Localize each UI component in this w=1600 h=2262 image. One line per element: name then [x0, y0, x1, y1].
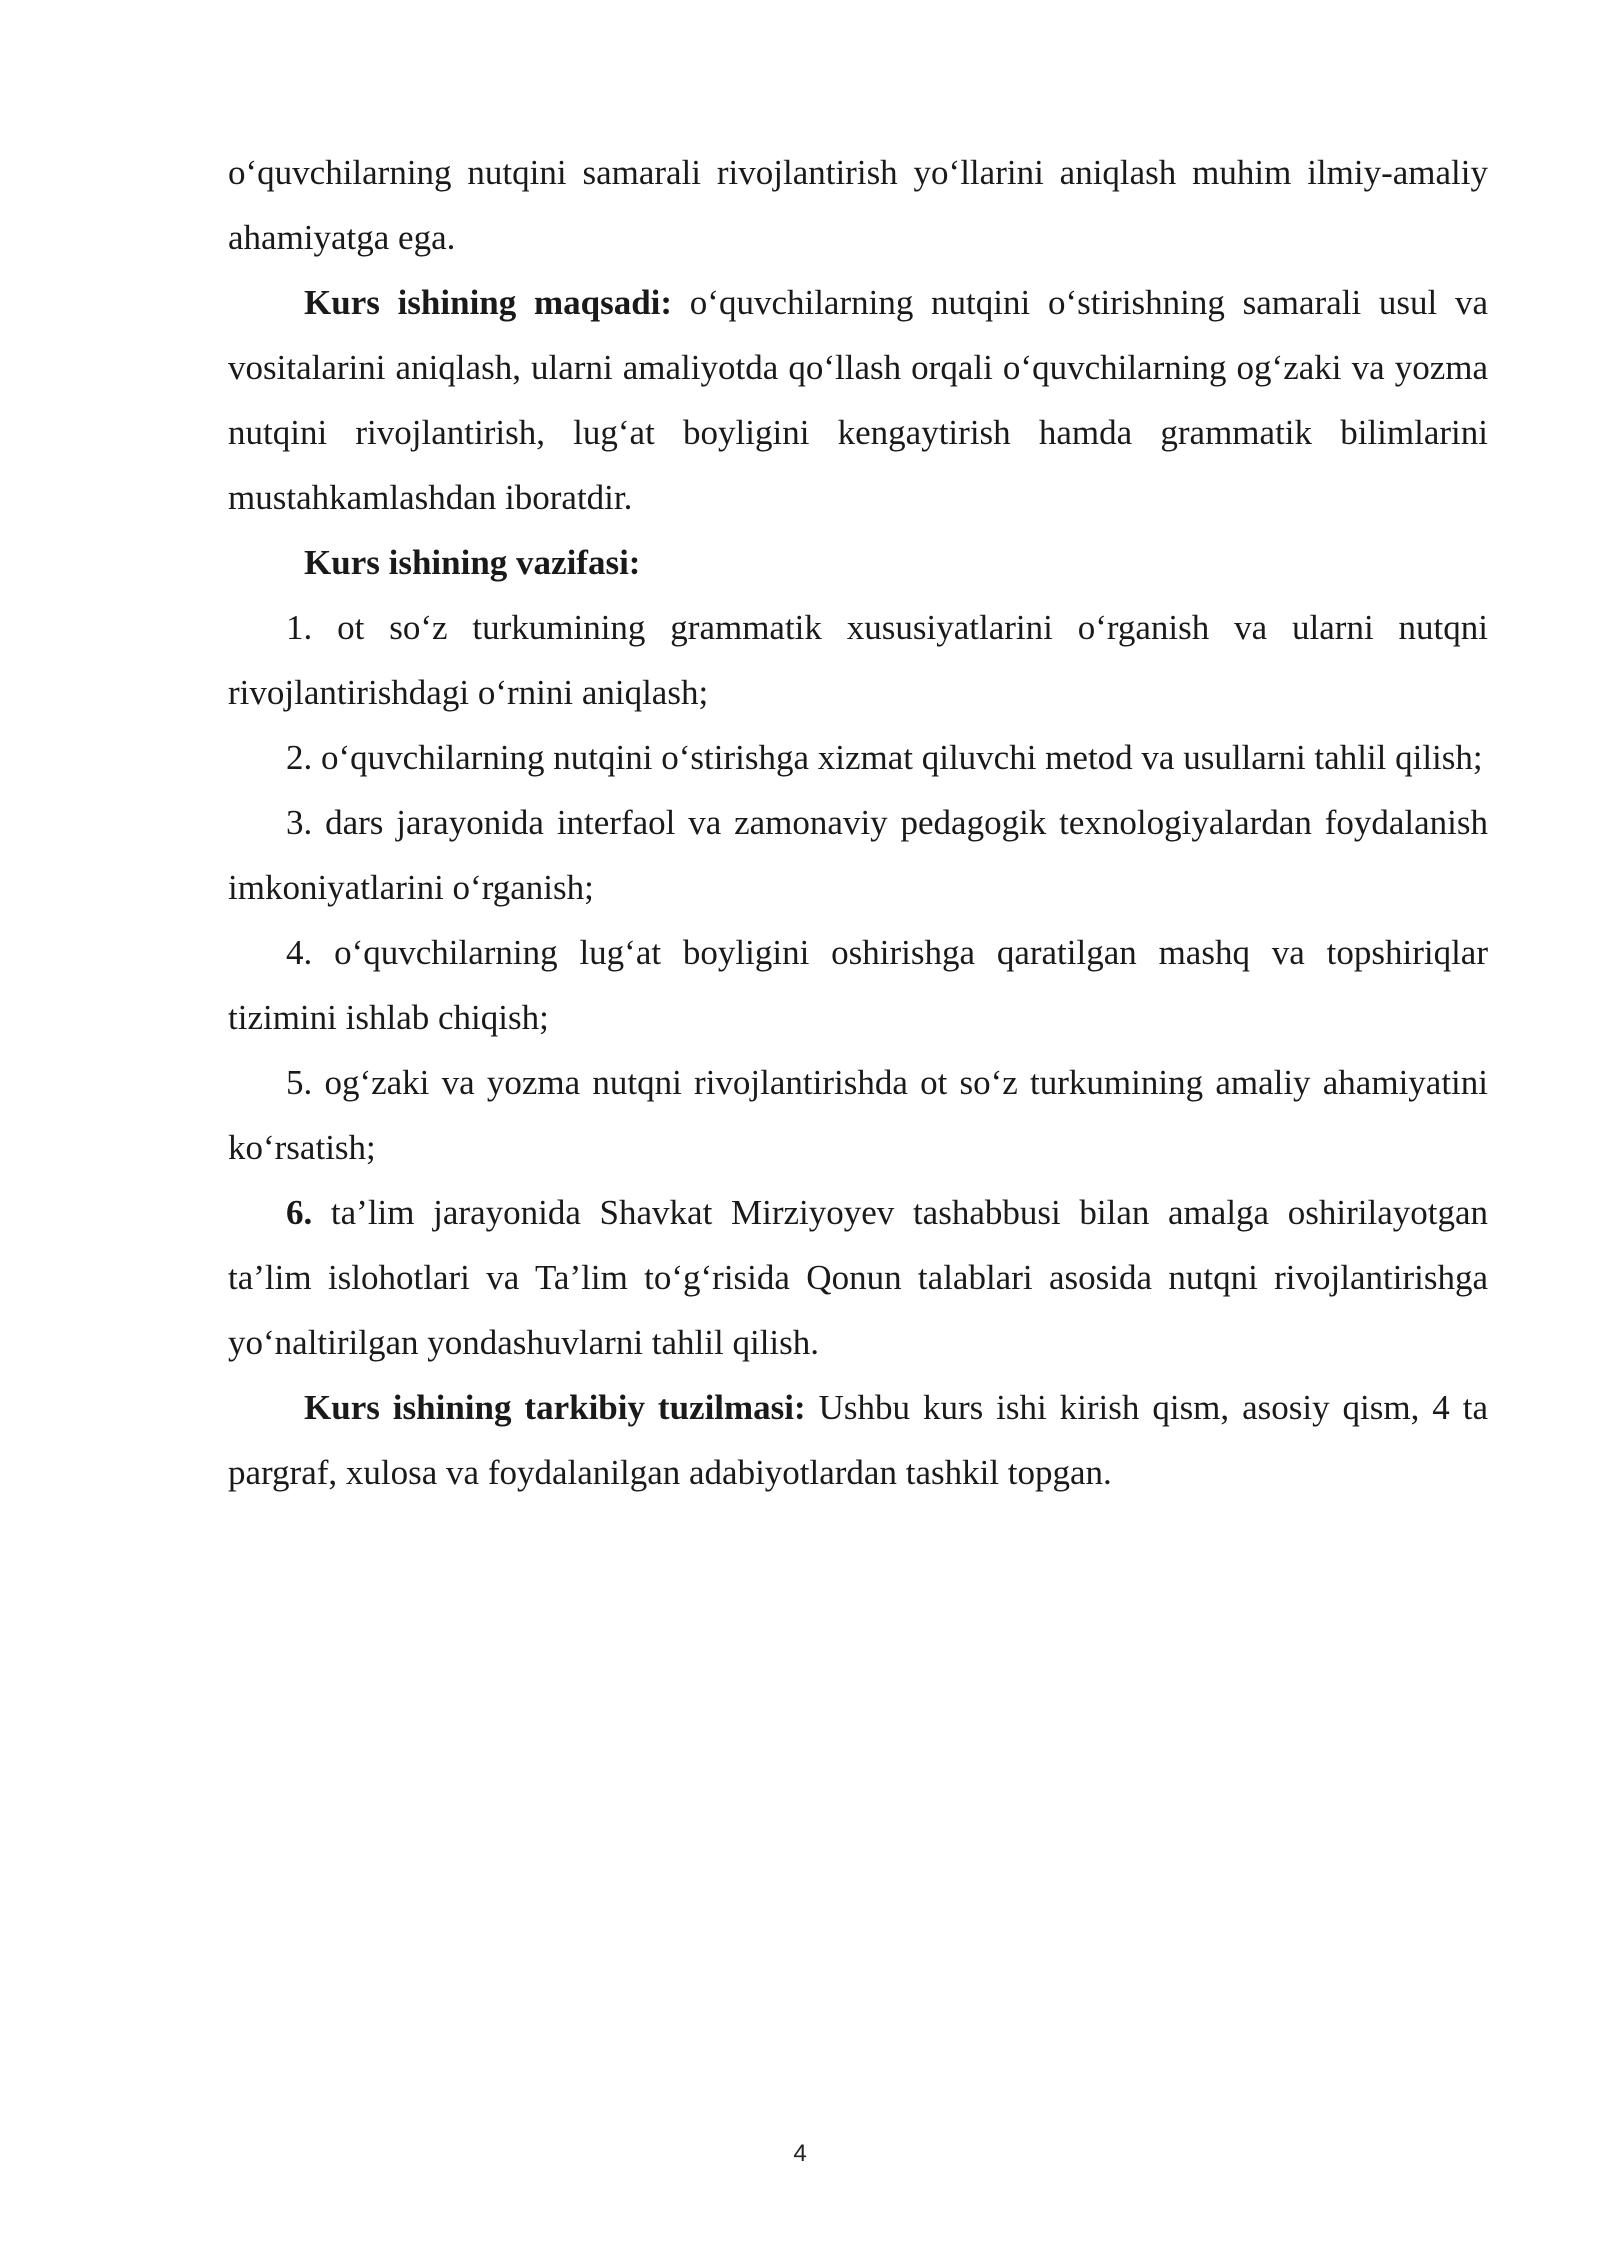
task-number: 6. — [286, 1193, 313, 1232]
goal-paragraph — [228, 270, 1488, 530]
task-text: og‘zaki va yozma nutqni rivojlantirishda ot so‘z turkumining amaliy ahamiyatini ko‘rsatish; — [228, 1063, 1488, 1167]
tasks-heading: Kurs ishining vazifasi: — [304, 543, 641, 582]
task-item-5 — [228, 1050, 1488, 1180]
task-text: o‘quvchilarning nutqini o‘stirishga xizmat qiluvchi metod va usullarni tahlil qilish; — [312, 738, 1483, 777]
task-number: 5. — [286, 1063, 313, 1102]
task-number: 2. — [286, 738, 313, 777]
task-item-4 — [228, 920, 1488, 1050]
task-text: ta’lim jarayonida Shavkat Mirziyoyev tashabbusi bilan amalga oshirilayotgan ta’lim islohotlari va Ta’lim to‘g‘risida Qonun talablari asosida nutqni rivojlantirishga yo‘naltirilgan yondashuvlarni tahlil qilish. — [228, 1193, 1488, 1362]
task-item-6 — [228, 1180, 1488, 1375]
task-item-2 — [228, 725, 1488, 790]
goal-text: o‘quvchilarning nutqini o‘stirishning samarali usul va vositalarini aniqlash, ularni amaliyotda qo‘llash orqali o‘quvchilarning og‘zaki va yozma nutqini rivojlantirish, lug‘at boyligini kengaytirish hamda grammatik bilimlarini mustahkamlashdan iboratdir. — [228, 283, 1488, 517]
goal-label: Kurs ishining maqsadi: — [304, 283, 673, 322]
task-text: dars jarayonida interfaol va zamonaviy pedagogik texnologiyalardan foydalanish imkoniyatlarini o‘rganish; — [228, 803, 1488, 907]
task-number: 4. — [286, 933, 313, 972]
tasks-heading-paragraph — [228, 530, 1488, 595]
task-text: ot so‘z turkumining grammatik xususiyatlarini o‘rganish va ularni nutqni rivojlantirishdagi o‘rnini aniqlash; — [228, 608, 1488, 712]
task-number: 3. — [286, 803, 313, 842]
structure-paragraph — [228, 1375, 1488, 1505]
structure-text: Ushbu kurs ishi kirish qism, asosiy qism, 4 ta pargraf, xulosa va foydalanilgan adabiyotlardan tashkil topgan. — [228, 1388, 1488, 1492]
page-number: 4 — [793, 2140, 807, 2167]
task-item-1 — [228, 595, 1488, 725]
document-body — [228, 140, 1488, 1505]
task-item-3 — [228, 790, 1488, 920]
task-number: 1. — [286, 608, 313, 647]
intro-continuation-paragraph: o‘quvchilarning nutqini samarali rivojlantirish yo‘llarini aniqlash muhim ilmiy-amaliy ahamiyatga ega. — [228, 153, 1488, 257]
task-text: o‘quvchilarning lug‘at boyligini oshirishga qaratilgan mashq va topshiriqlar tizimini ishlab chiqish; — [228, 933, 1488, 1037]
structure-label: Kurs ishining tarkibiy tuzilmasi: — [304, 1388, 806, 1427]
